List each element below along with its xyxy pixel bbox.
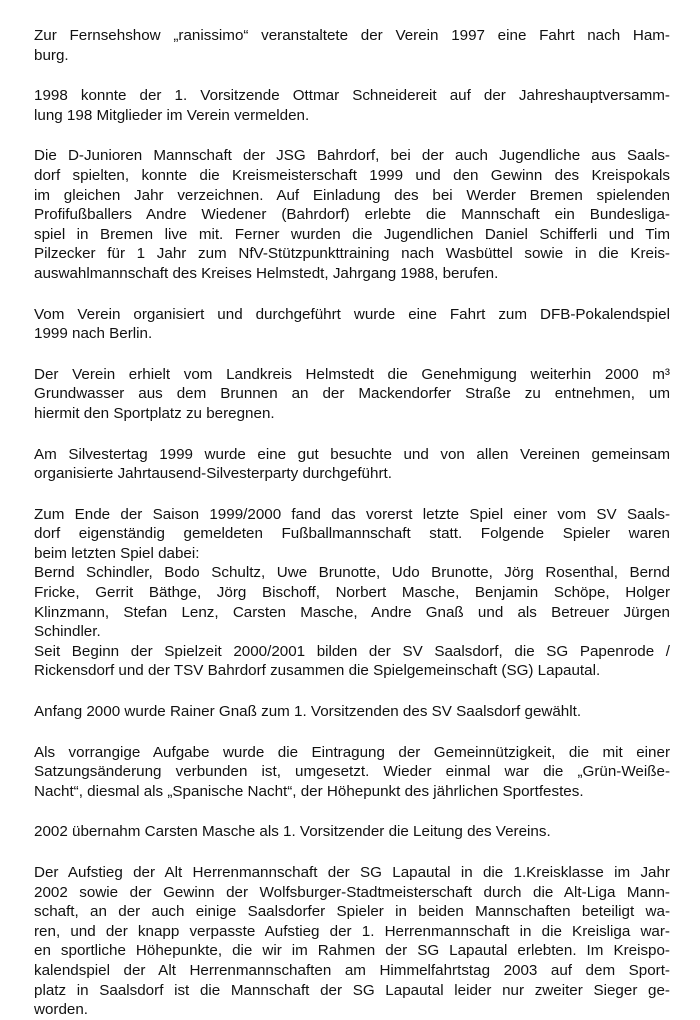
paragraph-d-junioren [34, 146, 670, 283]
text-line: Schindler. [34, 623, 101, 641]
text-line: Als vorrangige Aufgabe wurde die Eintragung der Gemeinnützigkeit, die mit einer [34, 743, 670, 761]
paragraph-gemeinnuetzigkeit [34, 743, 670, 802]
text-line: im gleichen Jahr verzeichnen. Auf Einladung des bei Werder Bremen spielenden [34, 186, 670, 204]
text-line: ren, und der knapp verpasste Aufstieg der 1. Herrenmannschaft in die Kreisliga war- [34, 922, 670, 940]
paragraph-vorsitz-2002 [34, 822, 670, 842]
text-line: en sportliche Höhepunkte, die wir im Rahmen der SG Lapautal erlebten. Im Kreispo- [34, 942, 670, 960]
text-line: auswahlmannschaft des Kreises Helmstedt, Jahrgang 1988, berufen. [34, 264, 499, 282]
text-line: Grundwasser aus dem Brunnen an der Mackendorfer Straße zu entnehmen, um [34, 385, 670, 403]
text-line: burg. [34, 46, 69, 64]
text-line: dorf eigenständig gemeldeten Fußballmannschaft statt. Folgende Spieler waren [34, 525, 670, 543]
text-line: kalendspiel der Alt Herrenmannschaften am Himmelfahrtstag 2003 auf dem Sport- [34, 961, 670, 979]
text-line: Die D-Junioren Mannschaft der JSG Bahrdorf, bei der auch Jugendliche aus Saals- [34, 147, 670, 165]
text-line: 1999 nach Berlin. [34, 325, 153, 343]
paragraph-jahreshauptversammlung-1998 [34, 86, 670, 125]
text-line: Satzungsänderung verbunden ist, umgesetzt. Wieder einmal war die „Grün-Weiße- [34, 763, 670, 781]
text-line: Anfang 2000 wurde Rainer Gnaß zum 1. Vorsitzenden des SV Saalsdorf gewählt. [34, 703, 582, 721]
paragraph-aufstieg-2002 [34, 863, 670, 1020]
text-line: Pilzecker für 1 Jahr zum NfV-Stützpunkttraining nach Wasbüttel sowie in die Kreis- [34, 245, 670, 263]
text-line: Zur Fernsehshow „ranissimo“ veranstaltete der Verein 1997 eine Fahrt nach Ham- [34, 27, 670, 44]
text-line: Der Aufstieg der Alt Herrenmannschaft der SG Lapautal in die 1.Kreisklasse im Jahr [34, 864, 670, 881]
text-line: spiel in Bremen live mit. Ferner wurden die Jugendlichen Daniel Schifferli und Tim [34, 225, 670, 243]
document-page [34, 26, 670, 1020]
paragraph-saison-1999-2000 [34, 505, 670, 681]
paragraph-grundwasser [34, 365, 670, 424]
text-line: Seit Beginn der Spielzeit 2000/2001 bilden der SV Saalsdorf, die SG Papenrode / [34, 642, 670, 660]
text-line: Zum Ende der Saison 1999/2000 fand das vorerst letzte Spiel einer vom SV Saals- [34, 505, 670, 523]
text-line: platz in Saalsdorf ist die Mannschaft der SG Lapautal leider nur zweiter Sieger ge- [34, 981, 670, 999]
text-line: Fricke, Gerrit Bäthge, Jörg Bischoff, Norbert Masche, Benjamin Schöpe, Holger [34, 584, 670, 602]
text-line: Klinzmann, Stefan Lenz, Carsten Masche, Andre Gnaß und als Betreuer Jürgen [34, 603, 670, 621]
text-line: worden. [34, 1001, 89, 1019]
text-line: Am Silvestertag 1999 wurde eine gut besuchte und von allen Vereinen gemeinsam [34, 445, 670, 463]
text-line: 2002 sowie der Gewinn der Wolfsburger-Stadtmeisterschaft durch die Alt-Liga Mann- [34, 883, 670, 901]
paragraph-silvester-1999 [34, 445, 670, 484]
text-line: 1998 konnte der 1. Vorsitzende Ottmar Schneidereit auf der Jahreshauptversamm- [34, 87, 670, 105]
text-line: Vom Verein organisiert und durchgeführt wurde eine Fahrt zum DFB-Pokalendspiel [34, 305, 670, 323]
text-line: Profifußballers Andre Wiedener (Bahrdorf) erlebte die Mannschaft ein Bundesliga- [34, 206, 670, 224]
text-line: 2002 übernahm Carsten Masche als 1. Vorsitzender die Leitung des Vereins. [34, 823, 551, 841]
paragraph-dfb-pokal-1999 [34, 305, 670, 344]
text-line: organisierte Jahrtausend-Silvesterparty durchgeführt. [34, 465, 392, 483]
text-line: Bernd Schindler, Bodo Schultz, Uwe Brunotte, Udo Brunotte, Jörg Rosenthal, Bernd [34, 564, 670, 582]
text-line: Rickensdorf und der TSV Bahrdorf zusammen die Spielgemeinschaft (SG) Lapautal. [34, 662, 601, 680]
text-line: lung 198 Mitglieder im Verein vermelden. [34, 106, 310, 124]
text-line: Nacht“, diesmal als „Spanische Nacht“, der Höhepunkt des jährlichen Sportfestes. [34, 782, 584, 800]
text-line: hiermit den Sportplatz zu beregnen. [34, 404, 275, 422]
text-line: beim letzten Spiel dabei: [34, 544, 200, 562]
text-line: Der Verein erhielt vom Landkreis Helmstedt die Genehmigung weiterhin 2000 m³ [34, 365, 670, 383]
text-line: schaft, an der auch einige Saalsdorfer Spieler in beiden Mannschaften beteiligt wa- [34, 903, 670, 921]
paragraph-fernsehshow-1997 [34, 26, 670, 65]
text-line: dorf spielten, konnte die Kreismeisterschaft 1999 und den Gewinn des Kreispokals [34, 166, 670, 184]
paragraph-vorsitz-2000 [34, 702, 670, 722]
